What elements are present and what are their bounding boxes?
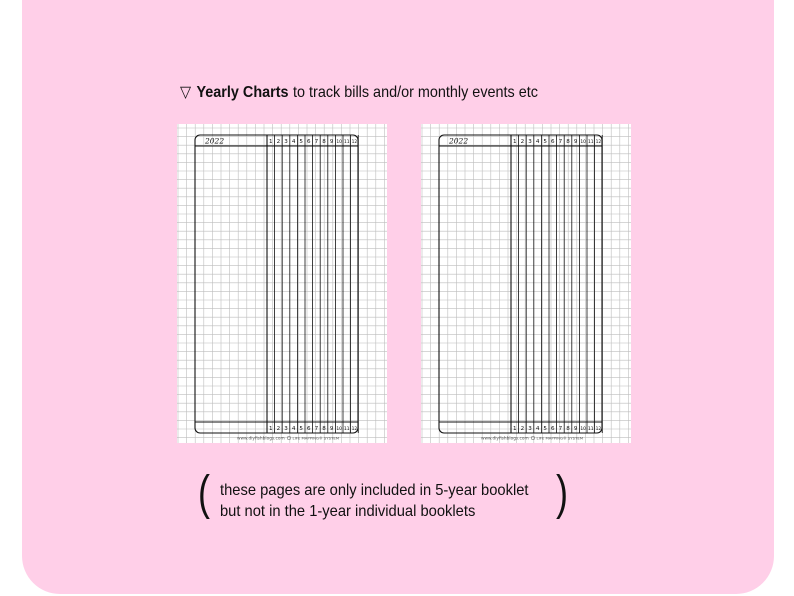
month-header: 7 bbox=[314, 139, 319, 145]
month-header: 9 bbox=[573, 139, 578, 145]
note-line-1: these pages are only included in 5-year booklet bbox=[220, 482, 529, 499]
month-header: 2 bbox=[520, 139, 525, 145]
month-footer: 3 bbox=[284, 426, 288, 432]
month-footer: 6 bbox=[307, 426, 311, 432]
availability-note bbox=[196, 467, 586, 534]
month-footer: 2 bbox=[520, 426, 525, 432]
month-header: 7 bbox=[558, 139, 563, 145]
month-footer: 8 bbox=[322, 426, 326, 432]
planner-page-drawing bbox=[177, 124, 387, 443]
brand-logo-icon bbox=[531, 436, 535, 440]
month-header: 6 bbox=[551, 139, 555, 145]
month-header: 5 bbox=[299, 139, 303, 145]
year-label: 2022 bbox=[449, 136, 469, 146]
month-header: 6 bbox=[307, 139, 311, 145]
section-heading bbox=[180, 84, 594, 102]
yearly-chart-page-2 bbox=[421, 124, 631, 443]
month-footer: 12 bbox=[351, 427, 358, 432]
month-header: 12 bbox=[595, 140, 602, 145]
month-header: 1 bbox=[513, 139, 517, 145]
triangle-down-outline-icon: ▽ bbox=[180, 84, 192, 101]
month-footer: 6 bbox=[551, 426, 555, 432]
month-footer: 2 bbox=[276, 426, 281, 432]
month-header: 11 bbox=[588, 140, 594, 145]
planner-page-drawing bbox=[421, 124, 631, 443]
month-footer: 11 bbox=[344, 427, 350, 432]
close-parenthesis: ) bbox=[555, 467, 568, 520]
footer-url: www.diyfishblogs.com bbox=[237, 436, 285, 442]
month-footer: 10 bbox=[580, 427, 586, 432]
note-line-2: but not in the 1-year individual booklets bbox=[220, 503, 476, 520]
month-header: 4 bbox=[535, 139, 540, 145]
month-header: 3 bbox=[284, 139, 288, 145]
note-text bbox=[220, 480, 533, 522]
heading-bold: Yearly Charts bbox=[196, 84, 289, 101]
month-footer: 5 bbox=[299, 426, 303, 432]
month-header: 8 bbox=[566, 139, 570, 145]
open-parenthesis: ( bbox=[197, 467, 210, 520]
footer-brand: LIFE MAPPING® SYSTEM bbox=[292, 435, 340, 441]
month-footer: 4 bbox=[535, 426, 540, 432]
month-header: 10 bbox=[336, 140, 342, 145]
month-footer: 4 bbox=[291, 426, 296, 432]
brand-logo-icon bbox=[287, 436, 291, 440]
month-header: 4 bbox=[291, 139, 296, 145]
month-header: 9 bbox=[329, 139, 334, 145]
footer-url: www.diyfishblogs.com bbox=[481, 436, 529, 442]
month-footer: 1 bbox=[269, 426, 273, 432]
month-header: 3 bbox=[528, 139, 532, 145]
month-footer: 12 bbox=[595, 427, 602, 432]
year-label: 2022 bbox=[205, 136, 225, 146]
month-footer: 8 bbox=[566, 426, 570, 432]
month-footer: 7 bbox=[314, 426, 319, 432]
footer-brand: LIFE MAPPING® SYSTEM bbox=[536, 435, 584, 441]
month-header: 11 bbox=[344, 140, 350, 145]
month-header: 1 bbox=[269, 139, 273, 145]
month-footer: 10 bbox=[336, 427, 342, 432]
month-header: 12 bbox=[351, 140, 358, 145]
heading-rest: to track bills and/or monthly events etc bbox=[293, 84, 538, 101]
yearly-chart-page-1 bbox=[177, 124, 387, 443]
month-header: 2 bbox=[276, 139, 281, 145]
month-header: 8 bbox=[322, 139, 326, 145]
month-footer: 3 bbox=[528, 426, 532, 432]
month-footer: 9 bbox=[573, 426, 578, 432]
month-header: 5 bbox=[543, 139, 547, 145]
month-footer: 11 bbox=[588, 427, 594, 432]
month-header: 10 bbox=[580, 140, 586, 145]
month-footer: 7 bbox=[558, 426, 563, 432]
month-footer: 1 bbox=[513, 426, 517, 432]
month-footer: 9 bbox=[329, 426, 334, 432]
month-footer: 5 bbox=[543, 426, 547, 432]
